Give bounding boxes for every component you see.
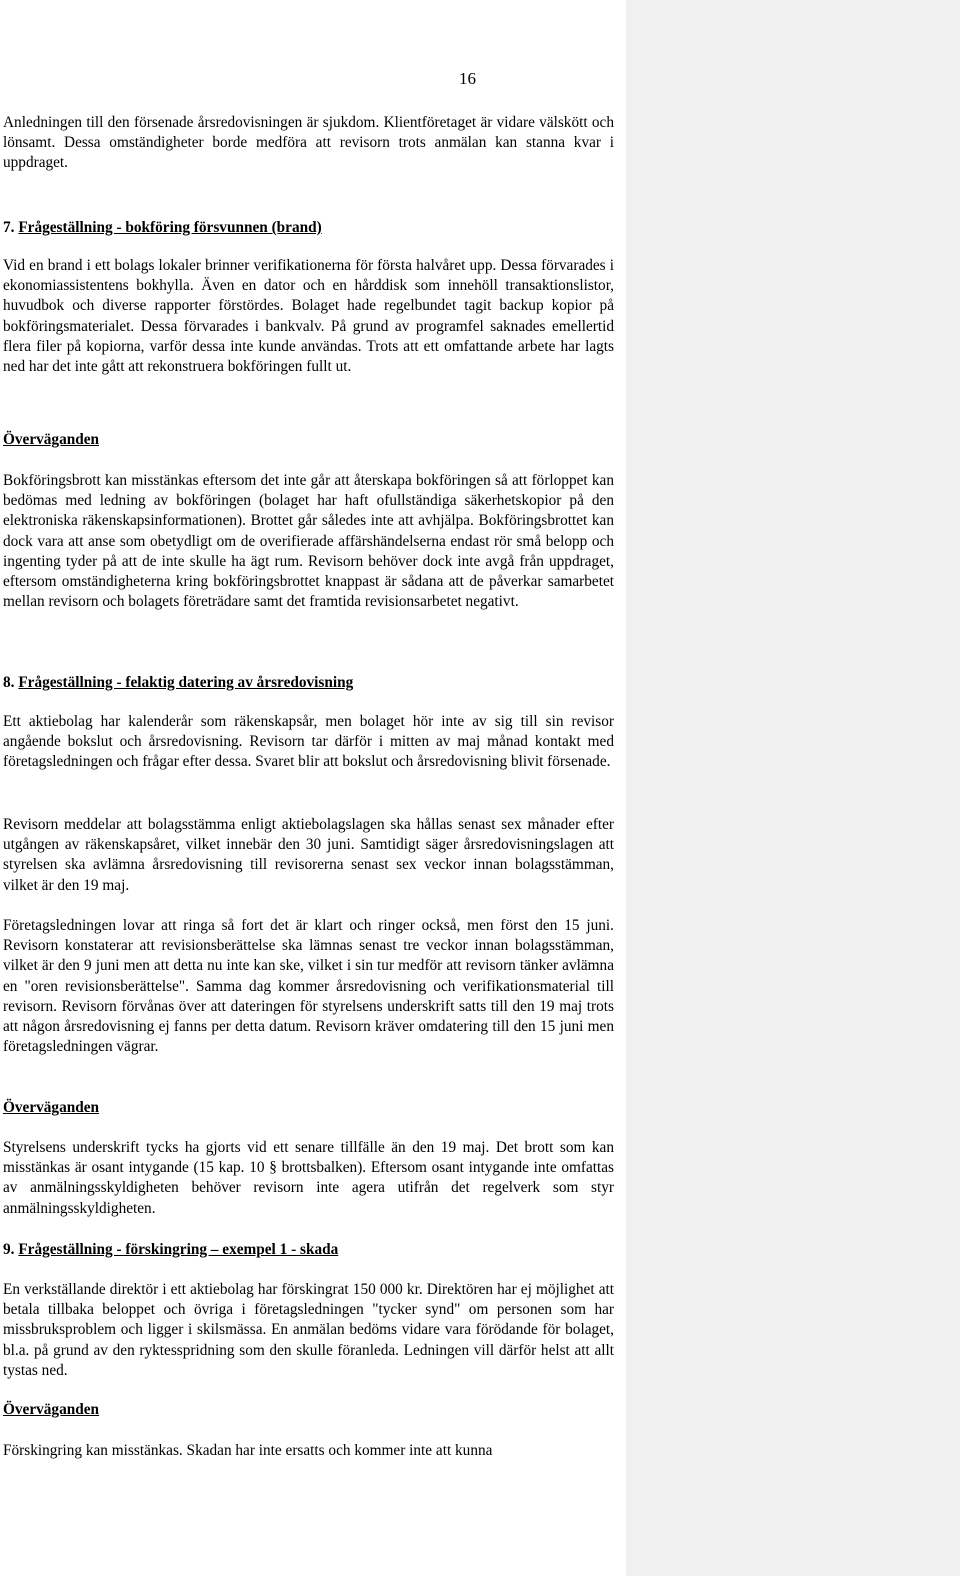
section-heading-8 (3, 673, 353, 693)
paragraph-dating-case-3: Företagsledningen lovar att ringa så fort det är klart och ringer också, men först den 15 juni. Revisorn konstaterar att revisionsberättelse ska lämnas senast tre veckor innan bolagsstämman, vilket är den 9 juni men att detta nu inte kan ske, vilket i sin tur medför att revisorn tänker avlämna en "oren revisionsberättelse". Samma dag kommer årsredovisning och verifikationsmaterial till revisorn. Revisorn förvånas över att dateringen för styrelsens underskrift satts till den 19 maj trots att någon årsredovisning ej fanns per detta datum. Revisorn kräver omdatering till den 15 juni men företagsledningen vägrar. (3, 917, 614, 1056)
subheading-considerations-2: Överväganden (3, 1099, 100, 1116)
paragraph-fire-considerations: Bokföringsbrott kan misstänkas eftersom det inte går att återskapa bokföringen så att förloppet kan bedömas med ledning av bokföringen (bolaget har haft ofullständiga säkerhetskopior på den elektroniska räkenskapsinformationen). Brottet går således inte att avhjälpa. Bokföringsbrottet kan dock vara att anse som obetydligt om de overifierade affärshändelserna endast rör små belopp och ingenting tyder på att de inte skulle ha ägt rum. Revisorn behöver dock inte avgå från uppdraget, eftersom omständigheterna kring bokföringsbrottet knappast är sådana att de påverkar samarbetet mellan revisorn och bolagets företrädare samt det framtida revisionsarbetet negativt. (3, 472, 614, 611)
section-title: Frågeställning - bokföring försvunnen (brand) (18, 219, 322, 236)
page-number: 16 (459, 69, 476, 88)
comment-margin-panel (626, 0, 960, 1576)
section-number: 7. (3, 219, 15, 236)
paragraph-embezzlement-considerations: Förskingring kan misstänkas. Skadan har inte ersatts och kommer inte att kunna (3, 1442, 493, 1459)
section-title: Frågeställning - förskingring – exempel 1 - skada (18, 1241, 339, 1258)
paragraph-dating-case-2: Revisorn meddelar att bolagsstämma enligt aktiebolagslagen ska hållas senast sex månader efter utgången av räkenskapsåret, vilket innebär den 30 juni. Samtidigt säger årsredovisningslagen att styrelsen ska avlämna årsredovisning till revisorerna senast sex veckor innan bolagsstämman, vilket är den 19 maj. (3, 816, 614, 894)
subheading-considerations-1: Överväganden (3, 431, 100, 448)
section-heading-9 (3, 1240, 338, 1260)
paragraph-dating-case-1: Ett aktiebolag har kalenderår som räkenskapsår, men bolaget hör inte av sig till sin revisor angående bokslut och årsredovisning. Revisorn tar därför i mitten av maj månad kontakt med företagsledningen och frågar efter dessa. Svaret blir att bokslut och årsredovisning blivit försenade. (3, 713, 614, 771)
paragraph-dating-considerations: Styrelsens underskrift tycks ha gjorts vid ett senare tillfälle än den 19 maj. Det brott som kan misstänkas är osant intygande (15 kap. 10 § brottsbalken). Eftersom osant intygande inte omfattas av anmälningsskyldigheten behöver revisorn inte agera utifrån det regelverk som styr anmälningsskyldigheten. (3, 1139, 614, 1217)
section-heading-7 (3, 218, 322, 238)
paragraph-sick-leave-conclusion: Anledningen till den försenade årsredovisningen är sjukdom. Klientföretaget är vidare välskött och lönsamt. Dessa omständigheter borde medföra att revisorn trots anmälan kan stanna kvar i uppdraget. (3, 114, 614, 172)
section-number: 9. (3, 1241, 15, 1258)
paragraph-fire-case: Vid en brand i ett bolags lokaler brinner verifikationerna för första halvåret upp. Dessa förvarades i ekonomiassistentens bokhylla. Även en dator och en hårddisk som innehöll transaktionslistor, huvudbok och diverse rapporter förstördes. Bolaget hade regelbundet tagit backup kopior på bokföringsmaterialet. Dessa förvarades i bankvalv. På grund av programfel saknades emellertid flera filer på kopiorna, varför dessa inte kunde användas. Trots att ett omfattande arbete har lagts ned har det inte gått att rekonstruera bokföringen fullt ut. (3, 257, 614, 376)
section-number: 8. (3, 674, 15, 691)
subheading-considerations-3: Överväganden (3, 1401, 100, 1418)
section-title: Frågeställning - felaktig datering av årsredovisning (18, 674, 354, 691)
paragraph-embezzlement-case: En verkställande direktör i ett aktiebolag har förskingrat 150 000 kr. Direktören har ej möjlighet att betala tillbaka beloppet och övriga i företagsledningen "tycker synd" om personen som har missbruksproblem och ligger i skilsmässa. En anmälan bedöms vidare vara förödande för bolaget, bl.a. på grund av den ryktesspridning som den skulle föranleda. Ledningen vill därför helst att allt tystas ned. (3, 1281, 614, 1379)
